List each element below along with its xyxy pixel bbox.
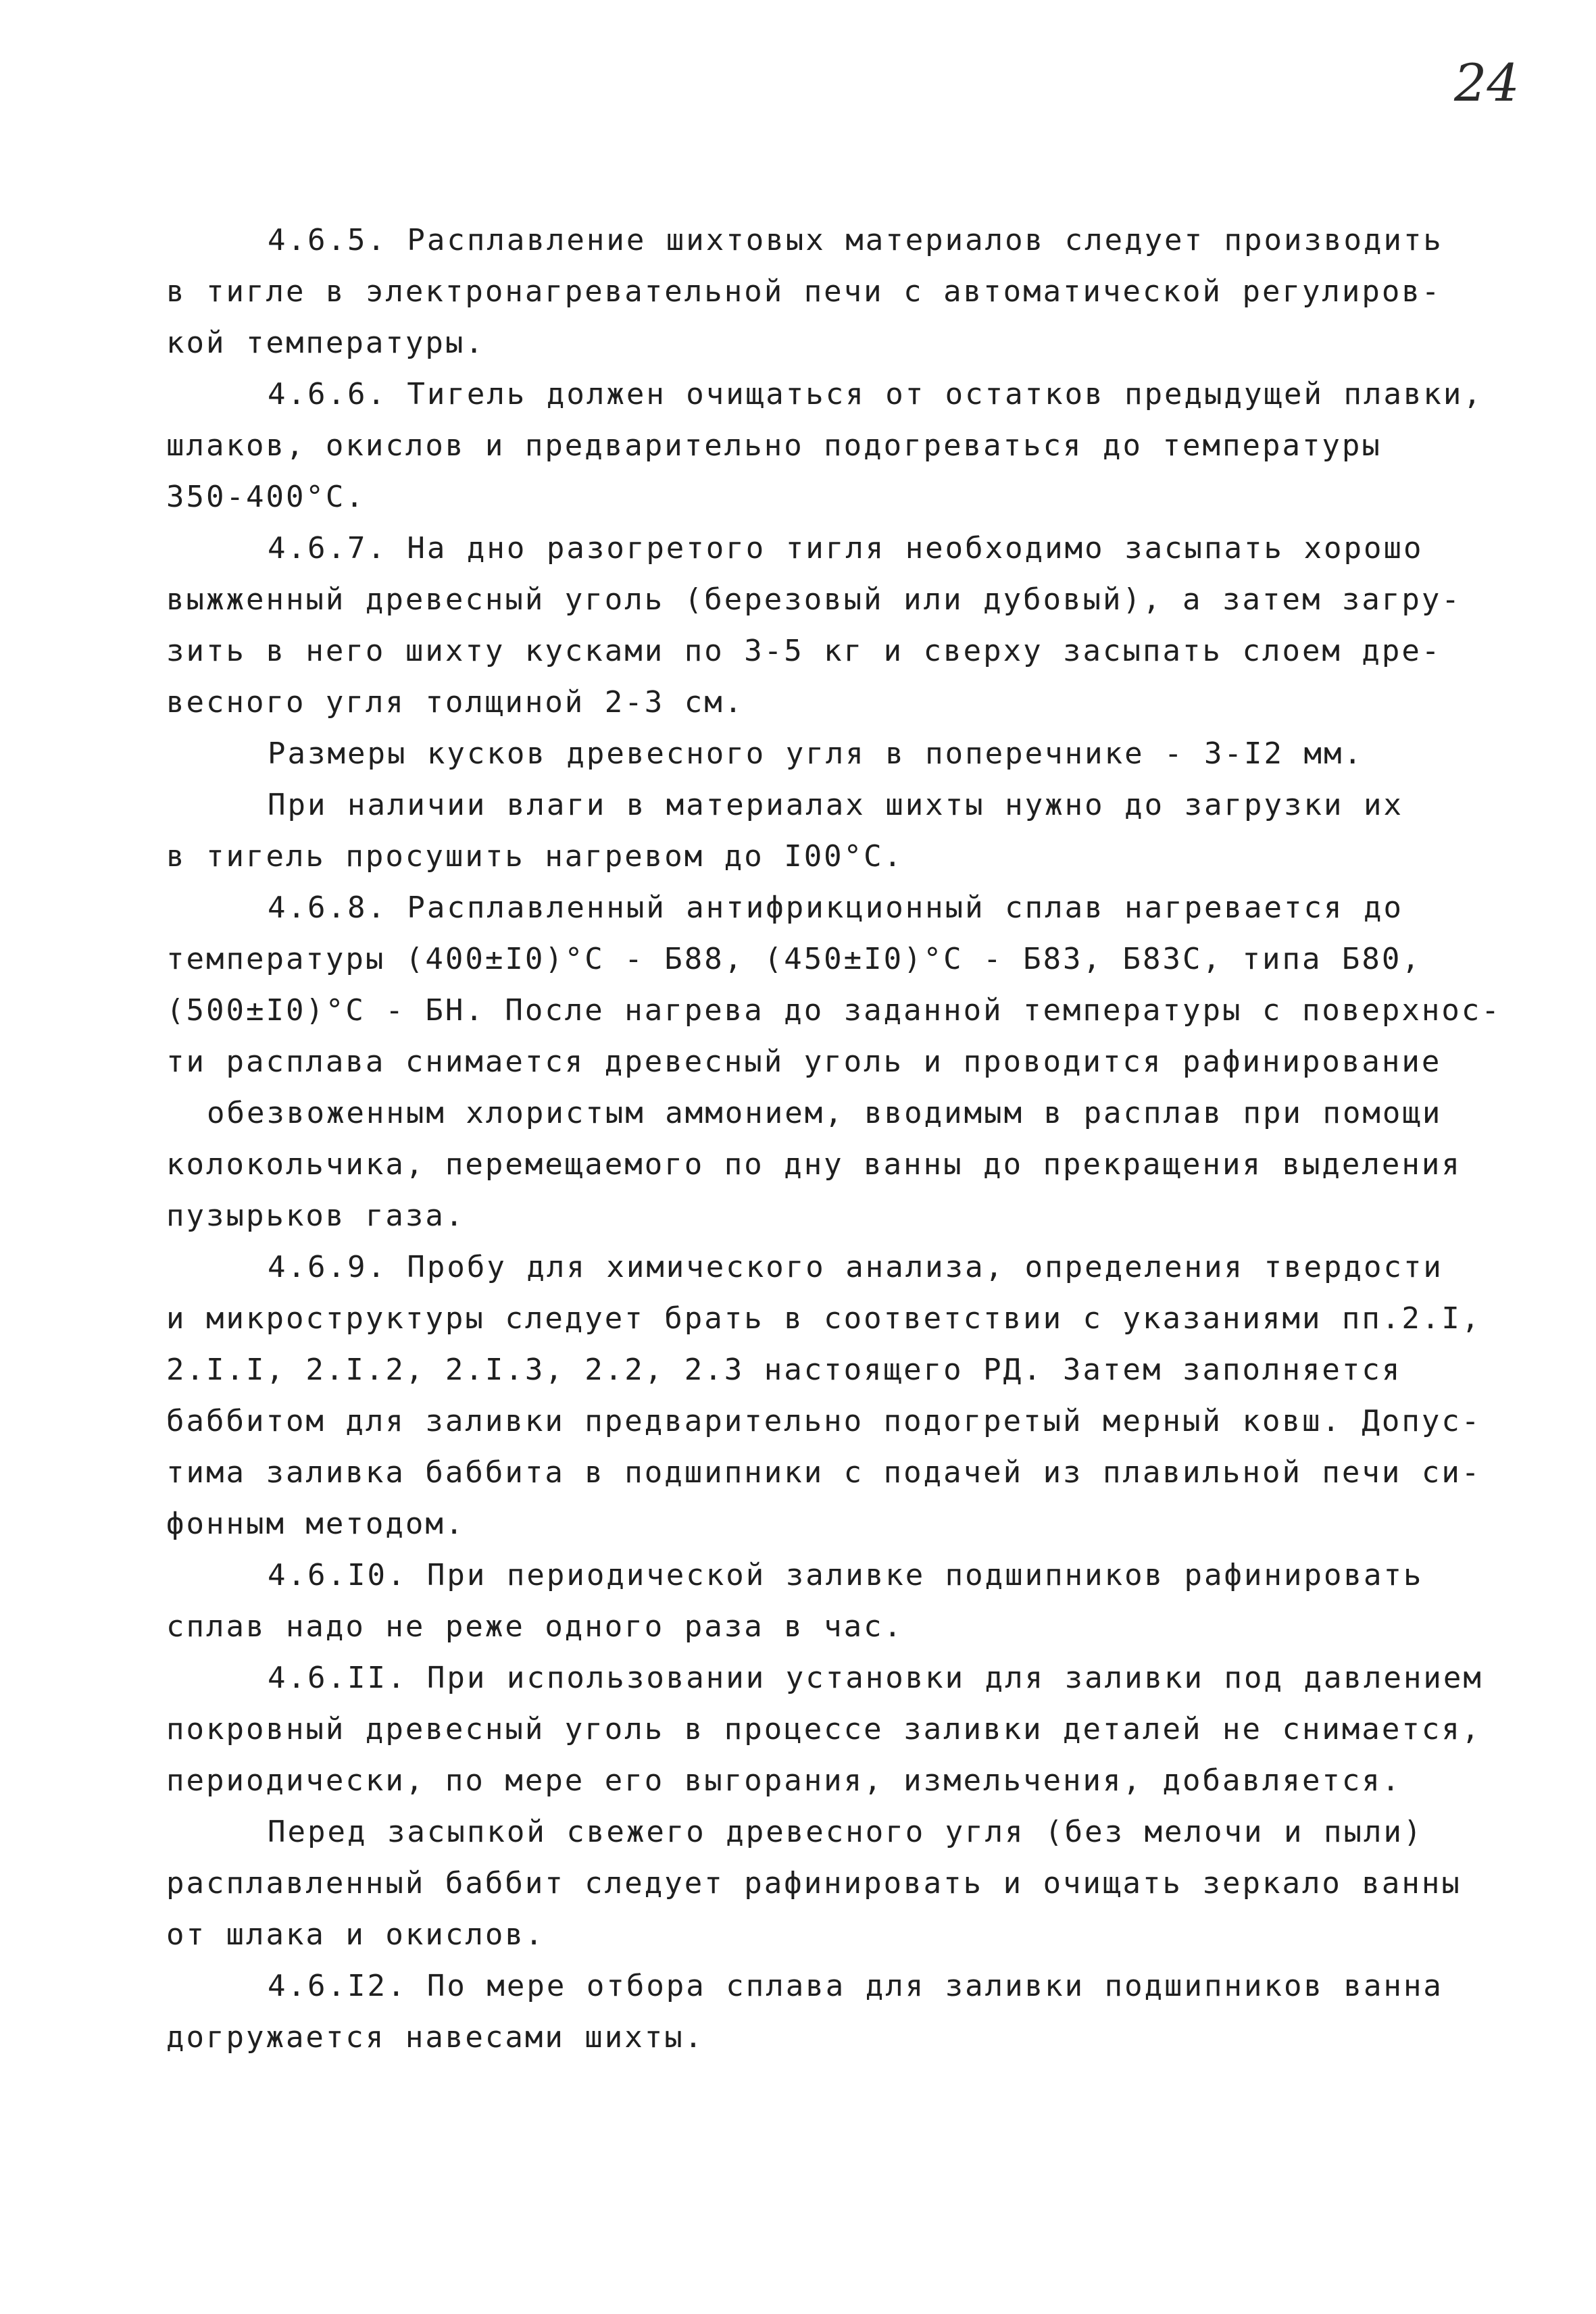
text-line: сплав надо не реже одного раза в час. [166,1609,904,1644]
text-line: 2.I.I, 2.I.2, 2.I.3, 2.2, 2.3 настоящего РД. Затем заполняется [166,1353,1402,1387]
text-line: весного угля толщиной 2-3 см. [166,685,745,720]
text-line: 4.6.I0. При периодической заливке подшипников рафинировать [268,1558,1424,1592]
text-line: 4.6.II. При использовании установки для заливки под давлением [268,1661,1483,1695]
text-line: зить в него шихту кусками по 3-5 кг и сверху засыпать слоем дре- [166,634,1442,668]
text-line: баббитом для заливки предварительно подогретый мерный ковш. Допус- [166,1404,1482,1438]
text-line: Перед засыпкой свежего древесного угля (без мелочи и пыли) [268,1815,1424,1849]
text-line: покровный древесный уголь в процессе заливки деталей не снимается, [166,1712,1482,1746]
text-line: кой температуры. [166,326,485,360]
text-line: При наличии влаги в материалах шихты нужно до загрузки их [268,788,1403,822]
text-line: колокольчика, перемещаемого по дну ванны до прекращения выделения [166,1147,1462,1182]
text-line: фонным методом. [166,1507,466,1541]
document-body [166,215,1511,2063]
text-line: в тигле в электронагревательной печи с автоматической регулиров- [166,274,1442,309]
page-number: 24 [1454,53,1520,113]
text-line: обезвоженным хлористым аммонием, вводимым в расплав при помощи [207,1096,1443,1130]
text-line: 4.6.6. Тигель должен очищаться от остатков предыдущей плавки, [268,377,1483,411]
text-line: 4.6.7. На дно разогретого тигля необходимо засыпать хорошо [268,531,1424,565]
text-line: (500±I0)°С - БН. После нагрева до заданной температуры с поверхнос- [166,993,1501,1028]
text-line: 4.6.8. Расплавленный антифрикционный сплав нагревается до [268,890,1403,925]
text-line: пузырьков газа. [166,1199,466,1233]
text-line: периодически, по мере его выгорания, измельчения, добавляется. [166,1763,1402,1798]
text-line: 350-400°С. [166,480,366,514]
text-line: выжженный древесный уголь (березовый или дубовый), а затем загру- [166,582,1462,617]
text-line: расплавленный баббит следует рафинировать и очищать зеркало ванны [166,1866,1462,1901]
text-line: 4.6.I2. По мере отбора сплава для заливки подшипников ванна [268,1969,1443,2003]
text-line: 4.6.9. Пробу для химического анализа, определения твердости [268,1250,1443,1284]
text-line: температуры (400±I0)°С - Б88, (450±I0)°С - Б83, Б83С, типа Б80, [166,942,1422,976]
text-line: в тигель просушить нагревом до I00°С. [166,839,904,874]
text-line: тима заливка баббита в подшипники с подачей из плавильной печи си- [166,1455,1482,1490]
text-line: Размеры кусков древесного угля в поперечнике - 3-I2 мм. [268,736,1364,771]
text-line: и микроструктуры следует брать в соответствии с указаниями пп.2.I, [166,1301,1482,1336]
text-line: от шлака и окислов. [166,1917,545,1952]
text-line: шлаков, окислов и предварительно подогреваться до температуры [166,428,1382,463]
text-line: 4.6.5. Расплавление шихтовых материалов следует производить [268,223,1443,257]
text-line: ти расплава снимается древесный уголь и проводится рафинирование [166,1045,1442,1079]
text-line: догружается навесами шихты. [166,2020,705,2055]
